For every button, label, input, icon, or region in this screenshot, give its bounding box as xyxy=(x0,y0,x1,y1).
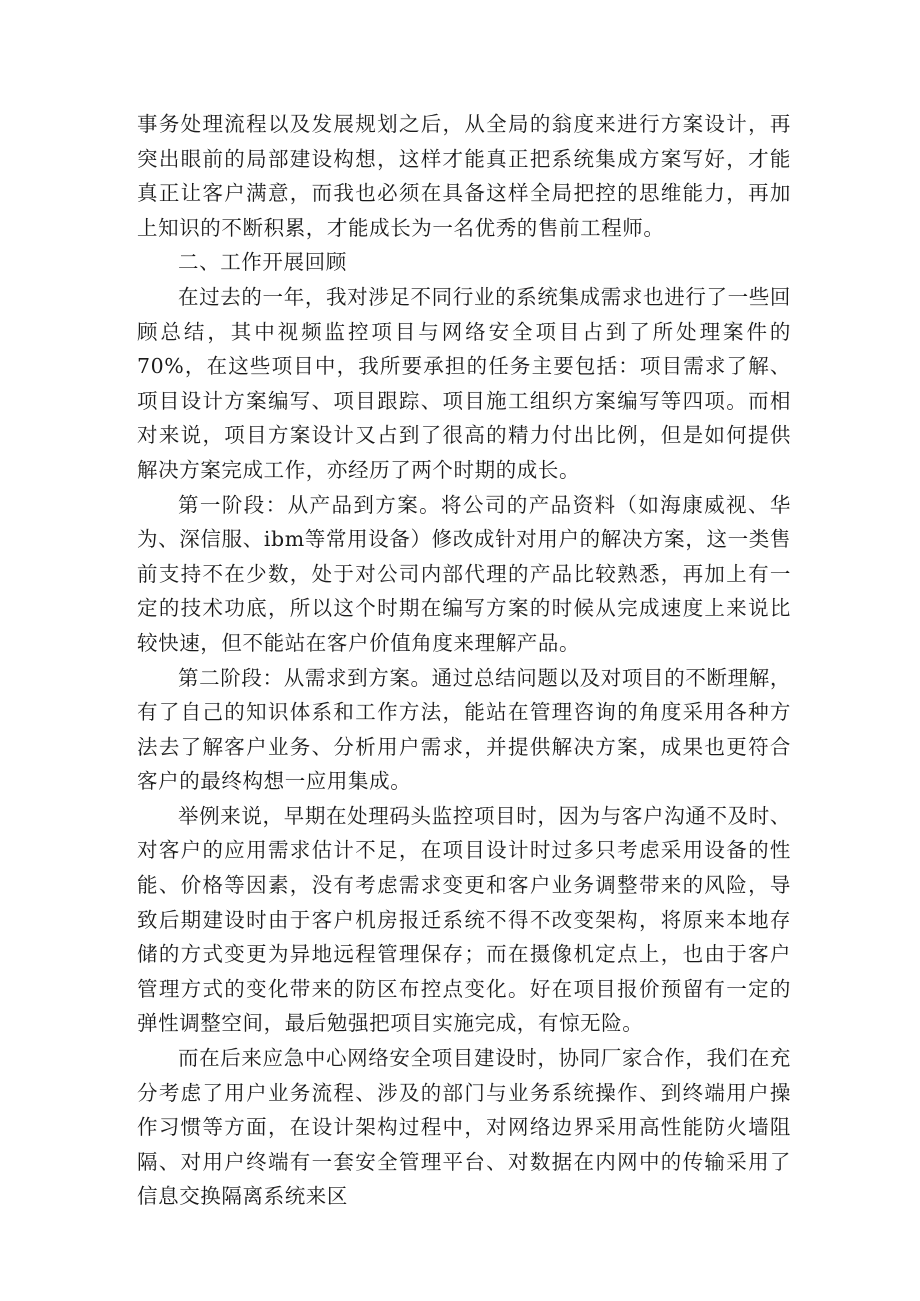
paragraph-stage-two: 第二阶段：从需求到方案。通过总结问题以及对项目的不断理解，有了自己的知识体系和工作方法，能站在管理咨询的角度采用各种方法去了解客户业务、分析用户需求，并提供解决方案，成果也更符合客户的最终构想一应用集成。 xyxy=(137,665,791,794)
paragraph-example: 举例来说，早期在处理码头监控项目时，因为与客户沟通不及时、对客户的应用需求估计不足，在项目设计时过多只考虑采用设备的性能、价格等因素，没有考虑需求变更和客户业务调整带来的风险，导致后期建设时由于客户机房报迁系统不得不改变架构，将原来本地存储的方式变更为异地远程管理保存；而在摄像机定点上，也由于客户管理方式的变化带来的防区布控点变化。好在项目报价预留有一定的弹性调整空间，最后勉强把项目实施完成，有惊无险。 xyxy=(137,803,791,1036)
paragraph-stage-one: 第一阶段：从产品到方案。将公司的产品资料（如海康威视、华为、深信服、ibm等常用设备）修改成针对用户的解决方案，这一类售前支持不在少数，处于对公司内部代理的产品比较熟悉，再加上有一定的技术功底，所以这个时期在编写方案的时候从完成速度上来说比较快速，但不能站在客户价值角度来理解产品。 xyxy=(137,492,791,655)
paragraph-security-project: 而在后来应急中心网络安全项目建设时，协同厂家合作，我们在充分考虑了用户业务流程、涉及的部门与业务系统操作、到终端用户操作习惯等方面，在设计架构过程中，对网络边界采用高性能防火墙阻隔、对用户终端有一套安全管理平台、对数据在内网中的传输采用了信息交换隔离系统来区 xyxy=(137,1046,791,1209)
paragraph-review: 在过去的一年，我对涉足不同行业的系统集成需求也进行了一些回顾总结，其中视频监控项目与网络安全项目占到了所处理案件的70%，在这些项目中，我所要承担的任务主要包括：项目需求了解、项目设计方案编写、项目跟踪、项目施工组织方案编写等四项。而相对来说，项目方案设计又占到了很高的精力付出比例，但是如何提供解决方案完成工作，亦经历了两个时期的成长。 xyxy=(137,284,791,482)
paragraph-continuation: 事务处理流程以及发展规划之后，从全局的翁度来进行方案设计，再突出眼前的局部建设构想，这样才能真正把系统集成方案写好，才能真正让客户满意，而我也必须在具备这样全局把控的思维能力，再加上知识的不断积累，才能成长为一名优秀的售前工程师。 xyxy=(137,112,791,240)
document-body xyxy=(137,107,791,1214)
section-heading: 二、工作开展回顾 xyxy=(178,250,347,275)
